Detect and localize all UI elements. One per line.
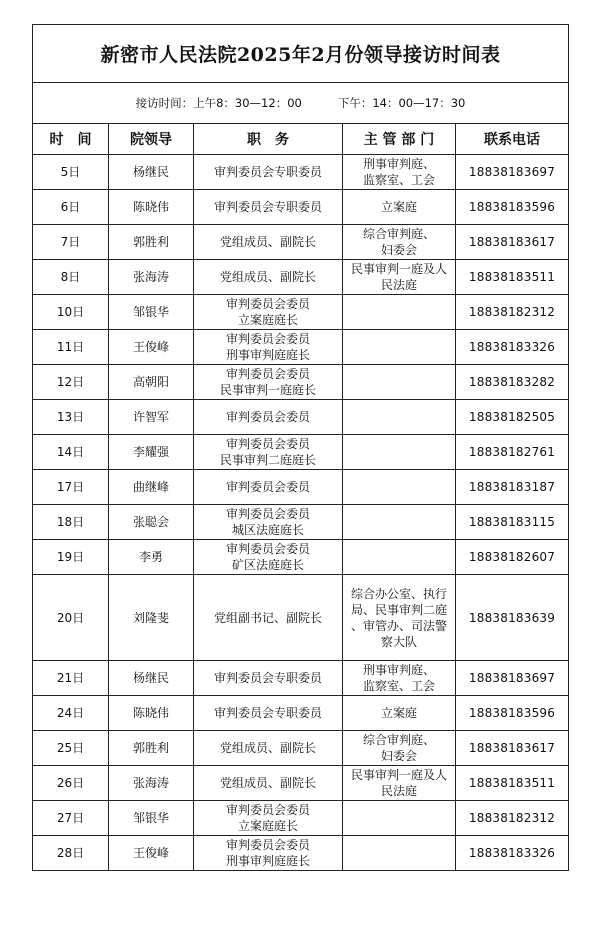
cell-department xyxy=(343,260,456,295)
table-row xyxy=(33,260,569,295)
cell-department xyxy=(343,505,456,540)
cell-leader: 张聪会 xyxy=(109,505,194,540)
header-date: 时 间 xyxy=(33,124,109,155)
table-row xyxy=(33,295,569,330)
cell-leader: 杨继民 xyxy=(109,155,194,190)
cell-position xyxy=(194,731,343,766)
table-row xyxy=(33,470,569,505)
cell-leader: 邹银华 xyxy=(109,295,194,330)
cell-position-line: 党组成员、副院长 xyxy=(219,776,316,790)
cell-position-line: 党组成员、副院长 xyxy=(219,270,316,284)
cell-date: 21日 xyxy=(33,661,109,696)
cell-leader: 王俊峰 xyxy=(109,330,194,365)
cell-position xyxy=(194,190,343,225)
cell-date: 18日 xyxy=(33,505,109,540)
cell-phone: 18838183596 xyxy=(456,696,569,731)
cell-leader: 张海涛 xyxy=(109,260,194,295)
cell-position-line: 审判委员会委员 xyxy=(225,542,310,556)
cell-leader: 刘隆斐 xyxy=(109,575,194,661)
cell-leader: 李勇 xyxy=(109,540,194,575)
cell-department-line: 察大队 xyxy=(380,634,417,649)
cell-department-line: 刑事审判庭、 xyxy=(362,157,435,171)
cell-position-line: 党组成员、副院长 xyxy=(219,741,316,755)
cell-department-line: 民事审判一庭及人 xyxy=(350,768,447,782)
cell-date: 27日 xyxy=(33,801,109,836)
cell-phone: 18838183596 xyxy=(456,190,569,225)
cell-position-line: 审判委员会委员 xyxy=(225,332,310,346)
header-leader: 院领导 xyxy=(109,124,194,155)
cell-date: 11日 xyxy=(33,330,109,365)
cell-position xyxy=(194,575,343,661)
afternoon-hours: 下午：14：00—17：30 xyxy=(337,96,466,110)
cell-position xyxy=(194,260,343,295)
cell-leader: 郭胜利 xyxy=(109,225,194,260)
schedule-sheet xyxy=(32,24,568,871)
cell-phone: 18838183511 xyxy=(456,260,569,295)
cell-leader: 郭胜利 xyxy=(109,731,194,766)
cell-position-line: 矿区法庭庭长 xyxy=(231,558,304,572)
cell-department xyxy=(343,696,456,731)
cell-position-line: 立案庭庭长 xyxy=(237,819,298,833)
cell-position-line: 审判委员会委员 xyxy=(225,410,310,424)
cell-position xyxy=(194,661,343,696)
table-row xyxy=(33,836,569,871)
cell-phone: 18838183697 xyxy=(456,155,569,190)
cell-department-line: 综合办公室、执行 xyxy=(350,586,447,601)
cell-date: 5日 xyxy=(33,155,109,190)
cell-phone: 18838183511 xyxy=(456,766,569,801)
cell-position-line: 立案庭庭长 xyxy=(237,313,298,327)
cell-position xyxy=(194,540,343,575)
cell-department xyxy=(343,225,456,260)
cell-leader: 王俊峰 xyxy=(109,836,194,871)
cell-position xyxy=(194,225,343,260)
cell-leader: 陈晓伟 xyxy=(109,190,194,225)
cell-department-line: 监察室、工会 xyxy=(362,679,435,693)
cell-date: 17日 xyxy=(33,470,109,505)
cell-date: 26日 xyxy=(33,766,109,801)
cell-position xyxy=(194,836,343,871)
cell-department-line: 立案庭 xyxy=(380,200,417,214)
cell-position-line: 审判委员会委员 xyxy=(225,838,310,852)
cell-department-line: 妇委会 xyxy=(380,749,417,763)
cell-department-line: 立案庭 xyxy=(380,706,417,720)
page-title: 新密市人民法院2025年2月份领导接访时间表 xyxy=(33,25,569,83)
cell-leader: 曲继峰 xyxy=(109,470,194,505)
cell-department-line: 民法庭 xyxy=(380,784,417,798)
cell-phone: 18838182607 xyxy=(456,540,569,575)
cell-department-line: 监察室、工会 xyxy=(362,173,435,187)
cell-position-line: 审判委员会委员 xyxy=(225,507,310,521)
cell-leader: 张海涛 xyxy=(109,766,194,801)
table-row xyxy=(33,540,569,575)
cell-department xyxy=(343,661,456,696)
cell-position-line: 刑事审判庭庭长 xyxy=(225,348,310,362)
cell-phone: 18838183639 xyxy=(456,575,569,661)
table-row xyxy=(33,731,569,766)
cell-leader: 邹银华 xyxy=(109,801,194,836)
cell-date: 19日 xyxy=(33,540,109,575)
cell-phone: 18838182312 xyxy=(456,801,569,836)
cell-phone: 18838183617 xyxy=(456,731,569,766)
table-row xyxy=(33,801,569,836)
cell-position xyxy=(194,295,343,330)
table-row xyxy=(33,661,569,696)
cell-department-line: 妇委会 xyxy=(380,243,417,257)
cell-department-line: 局、民事审判二庭 xyxy=(350,602,447,617)
cell-phone: 18838182761 xyxy=(456,435,569,470)
cell-position-line: 审判委员会专职委员 xyxy=(213,706,322,720)
cell-position xyxy=(194,801,343,836)
cell-department-line: 民事审判一庭及人 xyxy=(350,262,447,276)
cell-position-line: 刑事审判庭庭长 xyxy=(225,854,310,868)
table-row xyxy=(33,505,569,540)
cell-date: 25日 xyxy=(33,731,109,766)
cell-phone: 18838182312 xyxy=(456,295,569,330)
cell-date: 6日 xyxy=(33,190,109,225)
cell-department xyxy=(343,295,456,330)
cell-position xyxy=(194,696,343,731)
cell-date: 28日 xyxy=(33,836,109,871)
cell-date: 13日 xyxy=(33,400,109,435)
table-row xyxy=(33,330,569,365)
table-row xyxy=(33,575,569,661)
cell-position xyxy=(194,505,343,540)
cell-leader: 高朝阳 xyxy=(109,365,194,400)
cell-phone: 18838183115 xyxy=(456,505,569,540)
cell-date: 14日 xyxy=(33,435,109,470)
cell-position xyxy=(194,155,343,190)
cell-department-line: 综合审判庭、 xyxy=(362,227,435,241)
cell-date: 12日 xyxy=(33,365,109,400)
cell-phone: 18838183617 xyxy=(456,225,569,260)
cell-position-line: 城区法庭庭长 xyxy=(231,523,304,537)
cell-date: 24日 xyxy=(33,696,109,731)
cell-department-line: 民法庭 xyxy=(380,278,417,292)
cell-department xyxy=(343,190,456,225)
cell-position-line: 审判委员会委员 xyxy=(225,480,310,494)
cell-position xyxy=(194,330,343,365)
cell-date: 20日 xyxy=(33,575,109,661)
header-department: 主 管 部 门 xyxy=(343,124,456,155)
cell-department xyxy=(343,155,456,190)
cell-phone: 18838183326 xyxy=(456,330,569,365)
table-row xyxy=(33,225,569,260)
cell-department xyxy=(343,575,456,661)
table-row xyxy=(33,435,569,470)
cell-position-line: 审判委员会委员 xyxy=(225,803,310,817)
cell-department xyxy=(343,731,456,766)
table-row xyxy=(33,766,569,801)
cell-position-line: 审判委员会专职委员 xyxy=(213,671,322,685)
cell-phone: 18838183282 xyxy=(456,365,569,400)
cell-leader: 杨继民 xyxy=(109,661,194,696)
cell-leader: 陈晓伟 xyxy=(109,696,194,731)
table-row xyxy=(33,365,569,400)
cell-phone: 18838182505 xyxy=(456,400,569,435)
schedule-table xyxy=(32,24,569,871)
cell-position-line: 民事审判二庭庭长 xyxy=(219,453,316,467)
cell-phone: 18838183697 xyxy=(456,661,569,696)
cell-date: 7日 xyxy=(33,225,109,260)
header-phone: 联系电话 xyxy=(456,124,569,155)
cell-department-line: 综合审判庭、 xyxy=(362,733,435,747)
reception-hours xyxy=(33,83,569,124)
cell-position-line: 审判委员会委员 xyxy=(225,437,310,451)
cell-position xyxy=(194,766,343,801)
table-row xyxy=(33,190,569,225)
table-row xyxy=(33,155,569,190)
cell-department-line: 刑事审判庭、 xyxy=(362,663,435,677)
cell-position xyxy=(194,470,343,505)
cell-department xyxy=(343,836,456,871)
cell-department xyxy=(343,470,456,505)
morning-hours: 接访时间：上午8：30—12：00 xyxy=(135,96,302,110)
cell-date: 8日 xyxy=(33,260,109,295)
cell-position-line: 党组成员、副院长 xyxy=(219,235,316,249)
cell-position-line: 党组副书记、副院长 xyxy=(213,610,322,625)
cell-phone: 18838183187 xyxy=(456,470,569,505)
cell-position-line: 审判委员会委员 xyxy=(225,367,310,381)
cell-position-line: 民事审判一庭庭长 xyxy=(219,383,316,397)
table-header xyxy=(33,124,569,155)
cell-leader: 许智军 xyxy=(109,400,194,435)
cell-date: 10日 xyxy=(33,295,109,330)
cell-department xyxy=(343,400,456,435)
cell-position xyxy=(194,435,343,470)
cell-position-line: 审判委员会专职委员 xyxy=(213,200,322,214)
cell-department-line: 、审管办、司法警 xyxy=(350,618,447,633)
cell-position xyxy=(194,400,343,435)
table-row xyxy=(33,696,569,731)
cell-position-line: 审判委员会委员 xyxy=(225,297,310,311)
cell-position-line: 审判委员会专职委员 xyxy=(213,165,322,179)
cell-department xyxy=(343,435,456,470)
cell-department xyxy=(343,801,456,836)
cell-leader: 李耀强 xyxy=(109,435,194,470)
cell-phone: 18838183326 xyxy=(456,836,569,871)
table-row xyxy=(33,400,569,435)
cell-department xyxy=(343,766,456,801)
header-position: 职 务 xyxy=(194,124,343,155)
cell-department xyxy=(343,365,456,400)
cell-department xyxy=(343,330,456,365)
cell-department xyxy=(343,540,456,575)
cell-position xyxy=(194,365,343,400)
